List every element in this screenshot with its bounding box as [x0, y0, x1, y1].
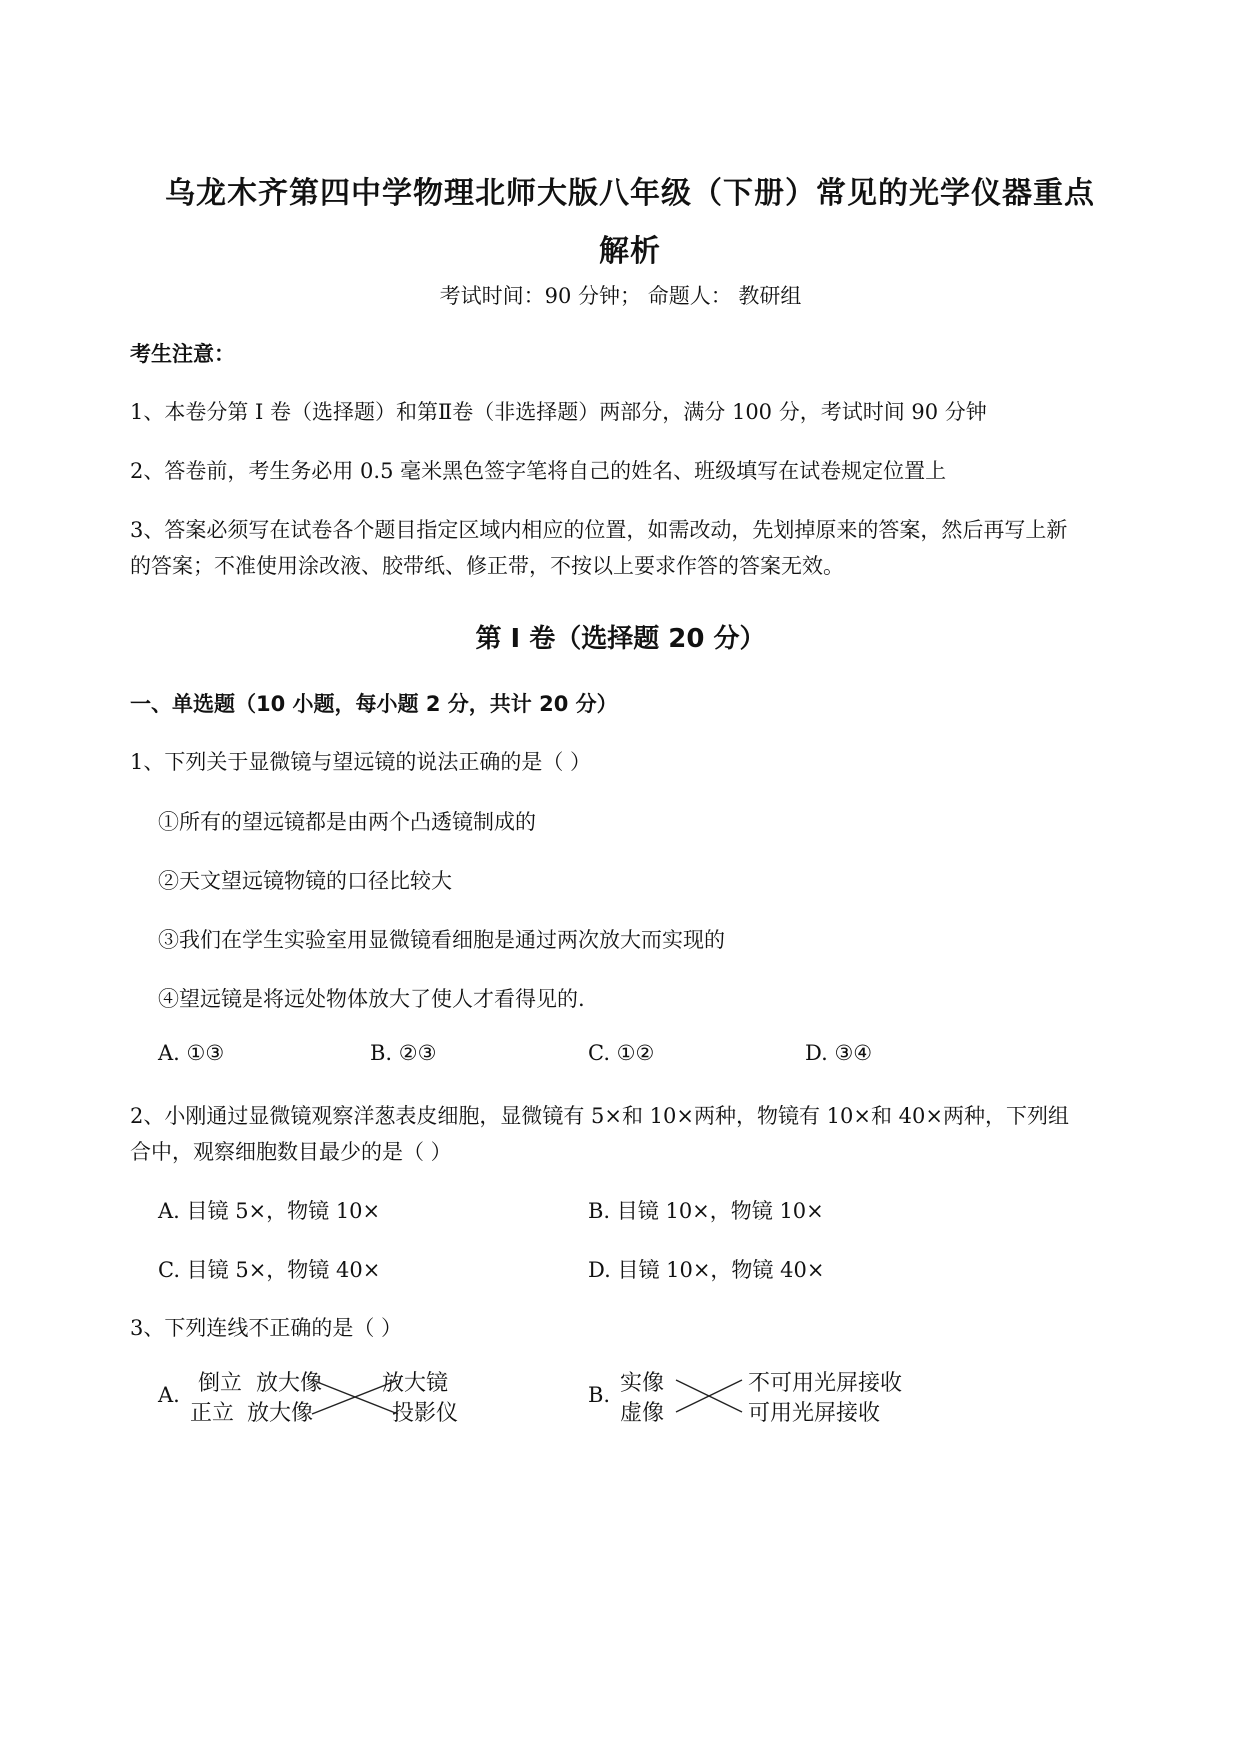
- q3-option-b-label[interactable]: B.: [588, 1383, 611, 1407]
- q3b-left-top: 实像: [620, 1371, 665, 1396]
- q3a-mid-bottom: 放大像: [247, 1401, 314, 1426]
- q3b-right-bottom: 可用光屏接收: [748, 1401, 881, 1426]
- q2-option-d[interactable]: D. 目镜 10×，物镜 40×: [588, 1258, 825, 1282]
- q1-option-a[interactable]: A. ①③: [158, 1041, 225, 1065]
- q1-stem: 1、下列关于显微镜与望远镜的说法正确的是（ ）: [130, 750, 592, 774]
- page-title-line1: 乌龙木齐第四中学物理北师大版八年级（下册）常见的光学仪器重点: [165, 176, 1095, 211]
- q3b-connector-lines: [670, 1368, 750, 1428]
- notice-heading: 考生注意：: [130, 342, 235, 366]
- notice-item-2: 2、答卷前，考生务必用 0.5 毫米黑色签字笔将自己的姓名、班级填写在试卷规定位置上: [130, 459, 947, 483]
- q2-option-c[interactable]: C. 目镜 5×，物镜 40×: [158, 1258, 381, 1282]
- exam-info: 考试时间：90 分钟； 命题人： 教研组: [439, 284, 802, 308]
- q2-option-a[interactable]: A. 目镜 5×，物镜 10×: [158, 1199, 381, 1223]
- part-heading: 一、单选题（10 小题，每小题 2 分，共计 20 分）: [130, 692, 618, 716]
- q1-statement-2: ②天文望远镜物镜的口径比较大: [158, 869, 452, 893]
- q1-option-d[interactable]: D. ③④: [805, 1041, 873, 1065]
- q2-stem-line2: 合中，观察细胞数目最少的是（ ）: [130, 1140, 452, 1164]
- q2-option-b[interactable]: B. 目镜 10×，物镜 10×: [588, 1199, 824, 1223]
- q3-stem: 3、下列连线不正确的是（ ）: [130, 1316, 403, 1340]
- q3a-connector-lines: [300, 1368, 410, 1428]
- q2-stem-line1: 2、小刚通过显微镜观察洋葱表皮细胞，显微镜有 5×和 10×两种，物镜有 10×和 40×两种，下列组: [130, 1104, 1069, 1128]
- q1-statement-4: ④望远镜是将远处物体放大了使人才看得见的.: [158, 987, 585, 1011]
- notice-item-3-line1: 3、答案必须写在试卷各个题目指定区域内相应的位置，如需改动，先划掉原来的答案，然后再写上新: [130, 518, 1068, 542]
- q3a-right-top: 放大镜: [382, 1371, 449, 1396]
- q3b-left-bottom: 虚像: [620, 1401, 665, 1426]
- q3b-right-top: 不可用光屏接收: [748, 1371, 903, 1396]
- q3-option-a-label[interactable]: A.: [158, 1383, 180, 1407]
- q3a-left-top: 倒立: [198, 1371, 243, 1396]
- q1-option-b[interactable]: B. ②③: [370, 1041, 437, 1065]
- q3a-left-bottom: 正立: [190, 1401, 235, 1426]
- q1-statement-3: ③我们在学生实验室用显微镜看细胞是通过两次放大而实现的: [158, 928, 725, 952]
- q1-option-c[interactable]: C. ①②: [588, 1041, 655, 1065]
- q3a-right-bottom: 投影仪: [392, 1401, 459, 1426]
- notice-item-3-line2: 的答案；不准使用涂改液、胶带纸、修正带，不按以上要求作答的答案无效。: [130, 554, 844, 578]
- section-title: 第 I 卷（选择题 20 分）: [475, 624, 766, 654]
- q1-statement-1: ①所有的望远镜都是由两个凸透镜制成的: [158, 810, 536, 834]
- notice-item-1: 1、本卷分第 I 卷（选择题）和第Ⅱ卷（非选择题）两部分，满分 100 分，考试时间 90 分钟: [130, 400, 987, 424]
- page-title-line2: 解析: [599, 234, 661, 269]
- q3a-mid-top: 放大像: [256, 1371, 323, 1396]
